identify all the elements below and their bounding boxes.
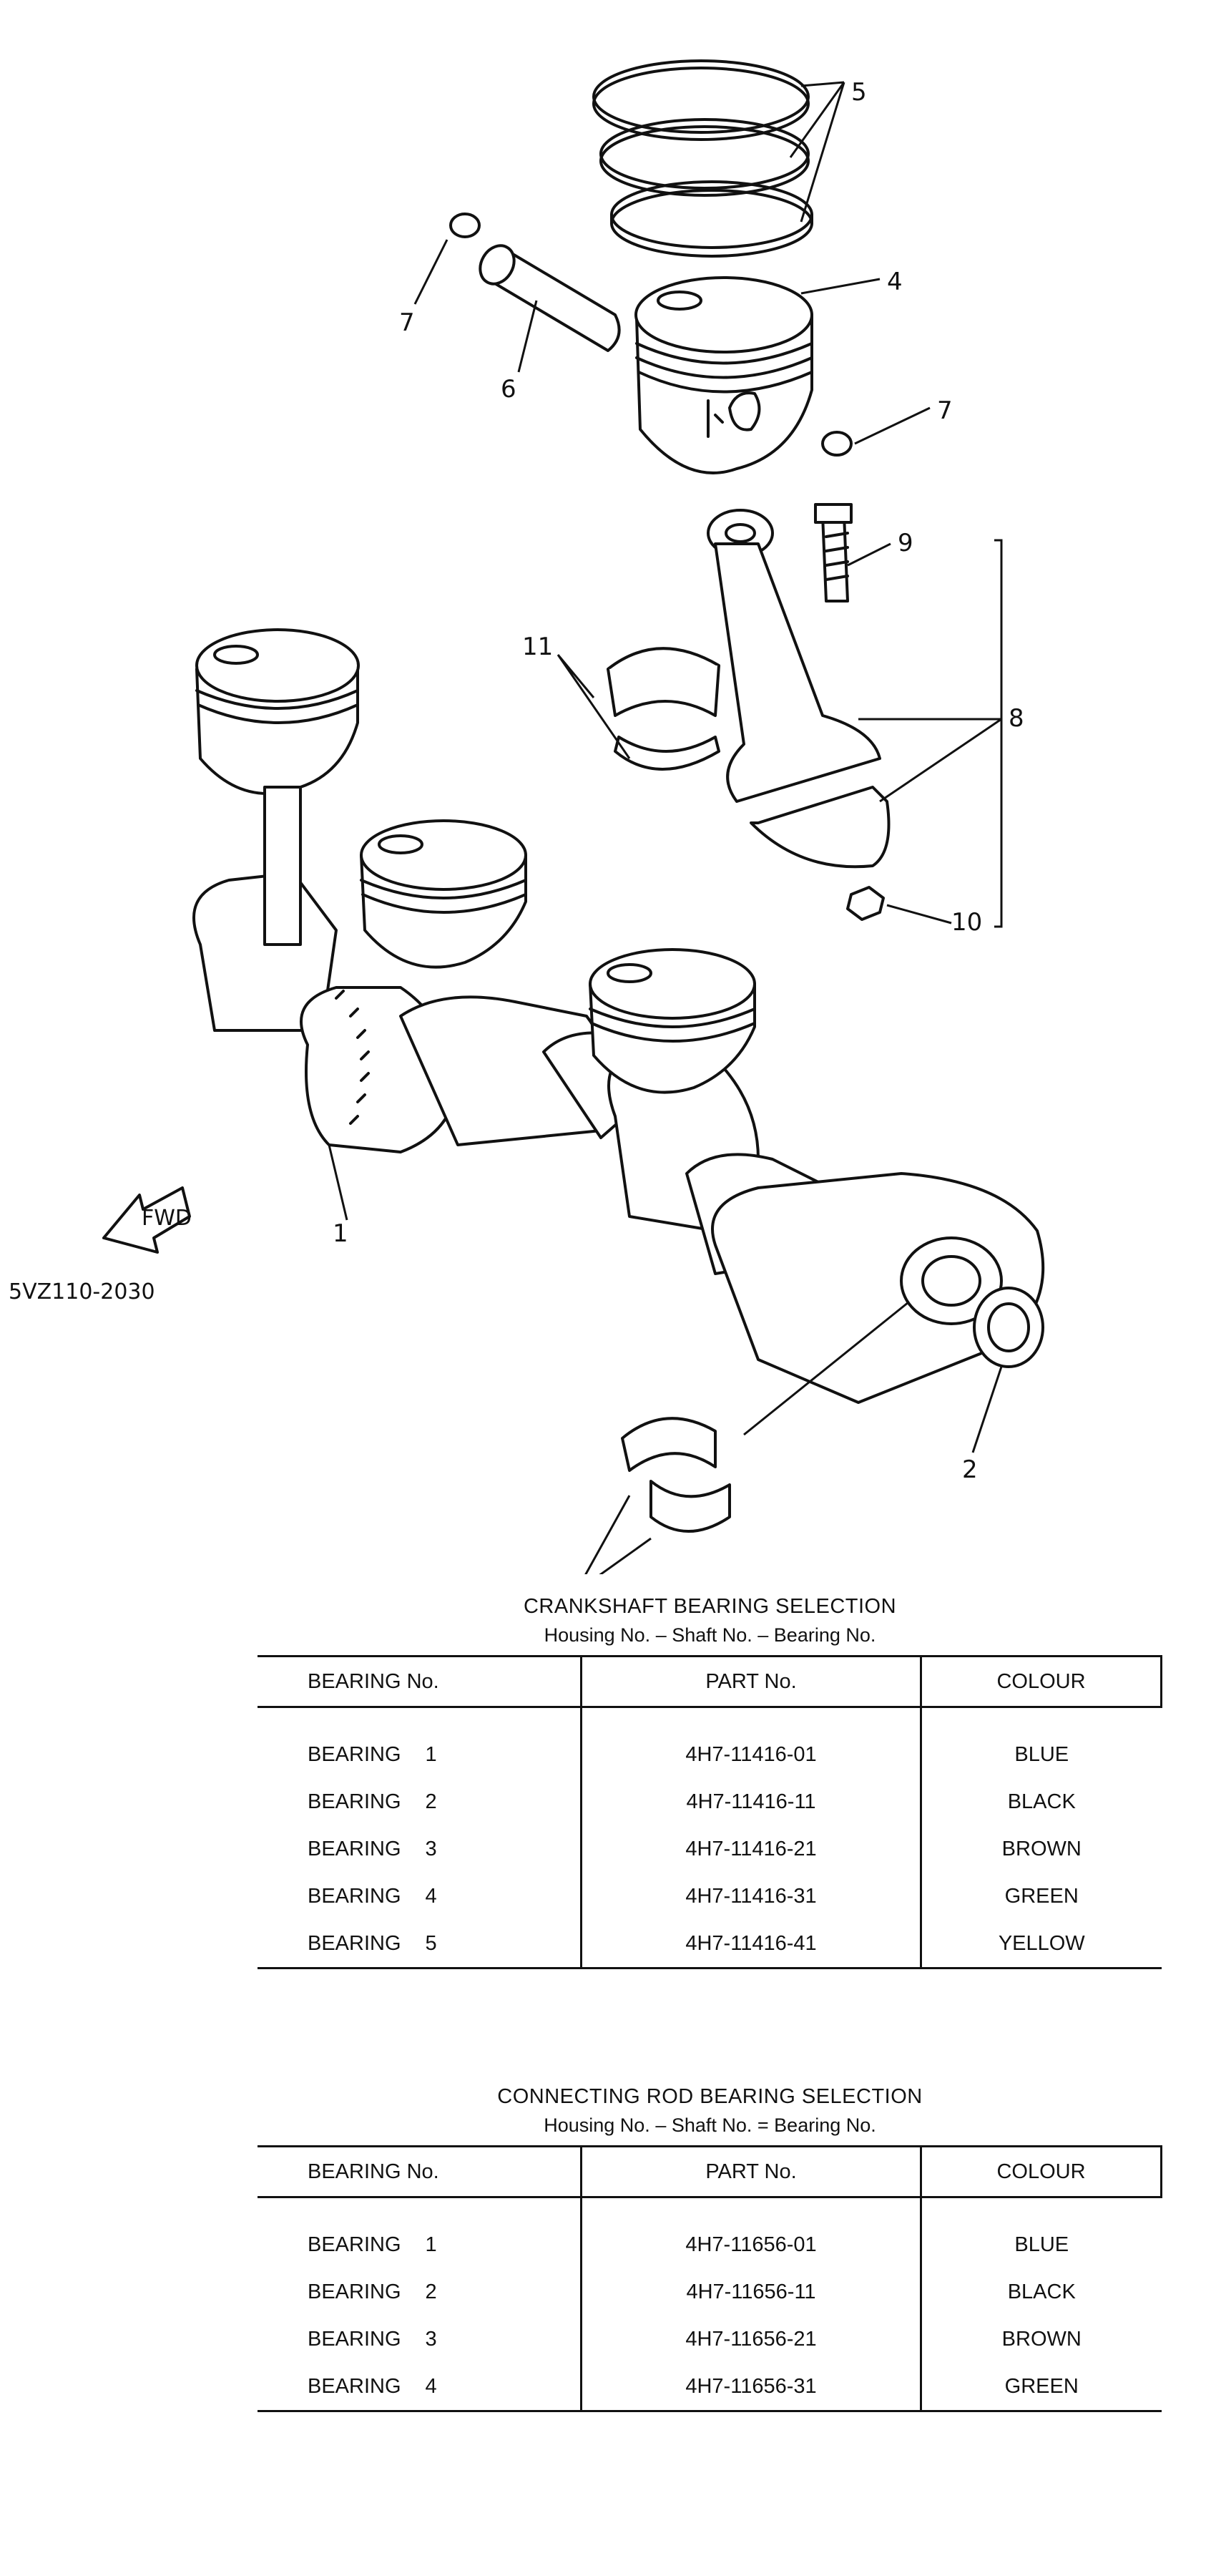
header-part-no: PART No. <box>582 2147 921 2197</box>
row-colour: BROWN <box>1001 1837 1082 1860</box>
table-header-row <box>258 2147 1162 2197</box>
crankshaft-assembly <box>194 873 1043 1402</box>
table-row <box>258 1731 1162 1778</box>
row-label: BEARING <box>308 2233 401 2256</box>
row-colour: GREEN <box>1004 1884 1079 1908</box>
callout-8: 8 <box>1009 704 1024 733</box>
row-num: 4 <box>425 2374 437 2398</box>
table-row <box>258 1778 1162 1825</box>
row-label: BEARING <box>308 2327 401 2351</box>
row-num: 1 <box>425 2233 437 2256</box>
row-num: 2 <box>425 2280 437 2303</box>
table-spacer <box>258 2197 1162 2222</box>
callout-1: 1 <box>333 1219 348 1248</box>
row-colour: BROWN <box>1001 2327 1082 2351</box>
table-row <box>258 1920 1162 1968</box>
row-part: 4H7-11416-31 <box>582 1873 921 1920</box>
row-label: BEARING <box>308 1931 401 1955</box>
piston-upper <box>636 278 812 473</box>
row-num: 2 <box>425 1790 437 1813</box>
row-colour: BLACK <box>1007 2280 1076 2303</box>
row-part: 4H7-11656-11 <box>582 2268 921 2316</box>
callout-5: 5 <box>851 78 867 107</box>
callout-4: 4 <box>887 268 903 296</box>
row-colour: BLUE <box>1014 1742 1069 1766</box>
rod-table-title: CONNECTING ROD BEARING SELECTION <box>497 2085 923 2108</box>
header-part-no: PART No. <box>582 1657 921 1707</box>
row-colour: BLUE <box>1014 2233 1069 2256</box>
fwd-arrow <box>104 1188 192 1252</box>
callout-2: 2 <box>962 1455 978 1484</box>
row-label: BEARING <box>308 1884 401 1908</box>
row-label: BEARING <box>308 1837 401 1860</box>
piston-pin <box>474 240 619 351</box>
table-row <box>258 2268 1162 2316</box>
row-part: 4H7-11416-21 <box>582 1825 921 1873</box>
row-num: 5 <box>425 1931 437 1955</box>
callout-6: 6 <box>501 375 516 404</box>
oil-seal <box>974 1288 1043 1367</box>
crankshaft-bearing-section <box>258 1592 1162 1969</box>
callout-7b: 7 <box>937 396 953 425</box>
table-row <box>258 2316 1162 2363</box>
table-spacer <box>258 1707 1162 1732</box>
table-row <box>258 1873 1162 1920</box>
table-row <box>258 2221 1162 2268</box>
callout-10: 10 <box>951 908 983 937</box>
row-num: 3 <box>425 2327 437 2351</box>
crankshaft-table-subtitle: Housing No. – Shaft No. – Bearing No. <box>544 1624 876 1646</box>
rod-bearing-table <box>258 2145 1162 2412</box>
header-bearing-no: BEARING No. <box>258 1657 582 1707</box>
row-part: 4H7-11416-41 <box>582 1920 921 1968</box>
piston-rings <box>594 61 812 256</box>
row-part: 4H7-11416-11 <box>582 1778 921 1825</box>
header-colour: COLOUR <box>921 2147 1162 2197</box>
row-num: 3 <box>425 1837 437 1860</box>
callout-7a: 7 <box>399 308 415 337</box>
table-row <box>258 2363 1162 2411</box>
crankshaft-table-title: CRANKSHAFT BEARING SELECTION <box>523 1595 897 1618</box>
row-part: 4H7-11656-01 <box>582 2221 921 2268</box>
table-row <box>258 1825 1162 1873</box>
table-header-row <box>258 1657 1162 1707</box>
row-colour: BLACK <box>1007 1790 1076 1813</box>
row-num: 1 <box>425 1742 437 1766</box>
callout-9: 9 <box>898 529 913 557</box>
rod-table-subtitle: Housing No. – Shaft No. = Bearing No. <box>544 2114 876 2136</box>
row-part: 4H7-11416-01 <box>582 1731 921 1778</box>
header-bearing-no: BEARING No. <box>258 2147 582 2197</box>
row-colour: GREEN <box>921 2363 1162 2411</box>
callout-11: 11 <box>522 633 554 661</box>
row-label: BEARING <box>308 1742 401 1766</box>
row-part: 4H7-11656-21 <box>582 2316 921 2363</box>
row-colour: YELLOW <box>921 1920 1162 1968</box>
catalog-code: 5VZ110-2030 <box>9 1279 155 1304</box>
connecting-rod <box>708 504 889 919</box>
row-num: 4 <box>425 1884 437 1908</box>
row-part: 4H7-11656-31 <box>582 2363 921 2411</box>
header-colour: COLOUR <box>921 1657 1162 1707</box>
rod-bearing-section <box>258 2082 1162 2412</box>
row-label: BEARING <box>308 2374 401 2398</box>
fwd-label: FWD <box>142 1206 192 1231</box>
crankshaft-bearing-table <box>258 1655 1162 1969</box>
main-bearings <box>622 1418 730 1531</box>
row-label: BEARING <box>308 2280 401 2303</box>
row-label: BEARING <box>308 1790 401 1813</box>
